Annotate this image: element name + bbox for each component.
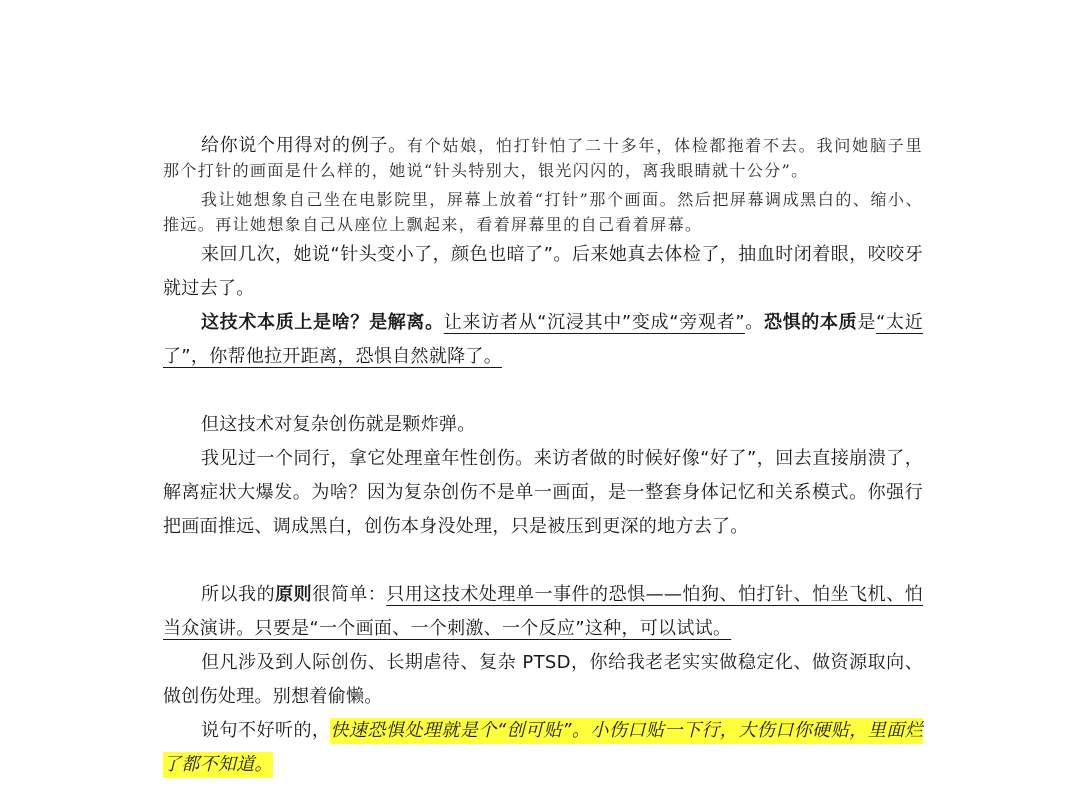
paragraph-bomb: 但这技术对复杂创伤就是颗炸弹。: [201, 414, 476, 435]
example-lead: 给你说个用得对的例子。: [201, 135, 407, 156]
fear-essence-bold: 恐惧的本质: [763, 312, 858, 333]
paragraph-principle: [163, 578, 923, 646]
paragraph-complex-trauma: 但凡涉及到人际创伤、长期虐待、复杂 PTSD，你给我老老实实做稳定化、做资源取向、做创伤处理。别想着偷懒。: [163, 652, 923, 707]
essence-bold: 这技术本质上是啥？是解离。: [201, 312, 444, 333]
principle-underline: 只用这技术处理单一事件的恐惧——怕狗、怕打针、怕坐飞机、怕当众演讲。只要是“一个画面、一个刺激、一个反应”这种，可以试试。: [163, 584, 924, 639]
paragraph-bandaid: [163, 714, 923, 782]
essence-is: 是: [857, 312, 877, 333]
essence-underline: 让来访者从“沉浸其中”变成“旁观者”: [443, 312, 745, 333]
paragraph-essence: [163, 306, 923, 374]
bandaid-pre: 说句不好听的，: [201, 720, 331, 741]
essence-dot: 。: [744, 312, 764, 333]
paragraph-gap: [163, 544, 923, 578]
bandaid-highlight: 快速恐惧处理就是个“创可贴”。小伤口贴一下行，大伤口你硬贴，里面烂了都不知道。: [163, 718, 923, 778]
principle-bold: 原则: [275, 584, 313, 605]
paragraph-cinema: 我让她想象自己坐在电影院里，屏幕上放着“打针”那个画面。然后把屏幕调成黑白的、缩小、推远。再让她想象自己从座位上飘起来，看着屏幕里的自己看着屏幕。: [163, 190, 923, 234]
paragraph-example: [163, 133, 923, 183]
paragraph-result: 来回几次，她说“针头变小了，颜色也暗了”。后来她真去体检了，抽血时闭着眼，咬咬牙就过去了。: [163, 244, 923, 299]
paragraph-colleague: 我见过一个同行，拿它处理童年性创伤。来访者做的时候好像“好了”，回去直接崩溃了，解离症状大爆发。为啥？因为复杂创伤不是单一画面，是一整套身体记忆和关系模式。你强行把画面推远、调成黑白，创伤本身没处理，只是被压到更深的地方去了。: [163, 448, 923, 537]
paragraph-gap: [163, 374, 923, 408]
distance-underline: “太近了”，你帮他拉开距离，恐惧自然就降了。: [163, 312, 924, 367]
example-text: 有个姑娘，怕打针怕了二十多年，体检都拖着不去。我问她脑子里那个打针的画面是什么样的，她说“针头特别大，银光闪闪的，离我眼睛就十公分”。: [163, 136, 923, 180]
principle-mid: 很简单：: [312, 584, 387, 605]
principle-pre: 所以我的: [201, 584, 276, 605]
document-body: [163, 133, 923, 782]
